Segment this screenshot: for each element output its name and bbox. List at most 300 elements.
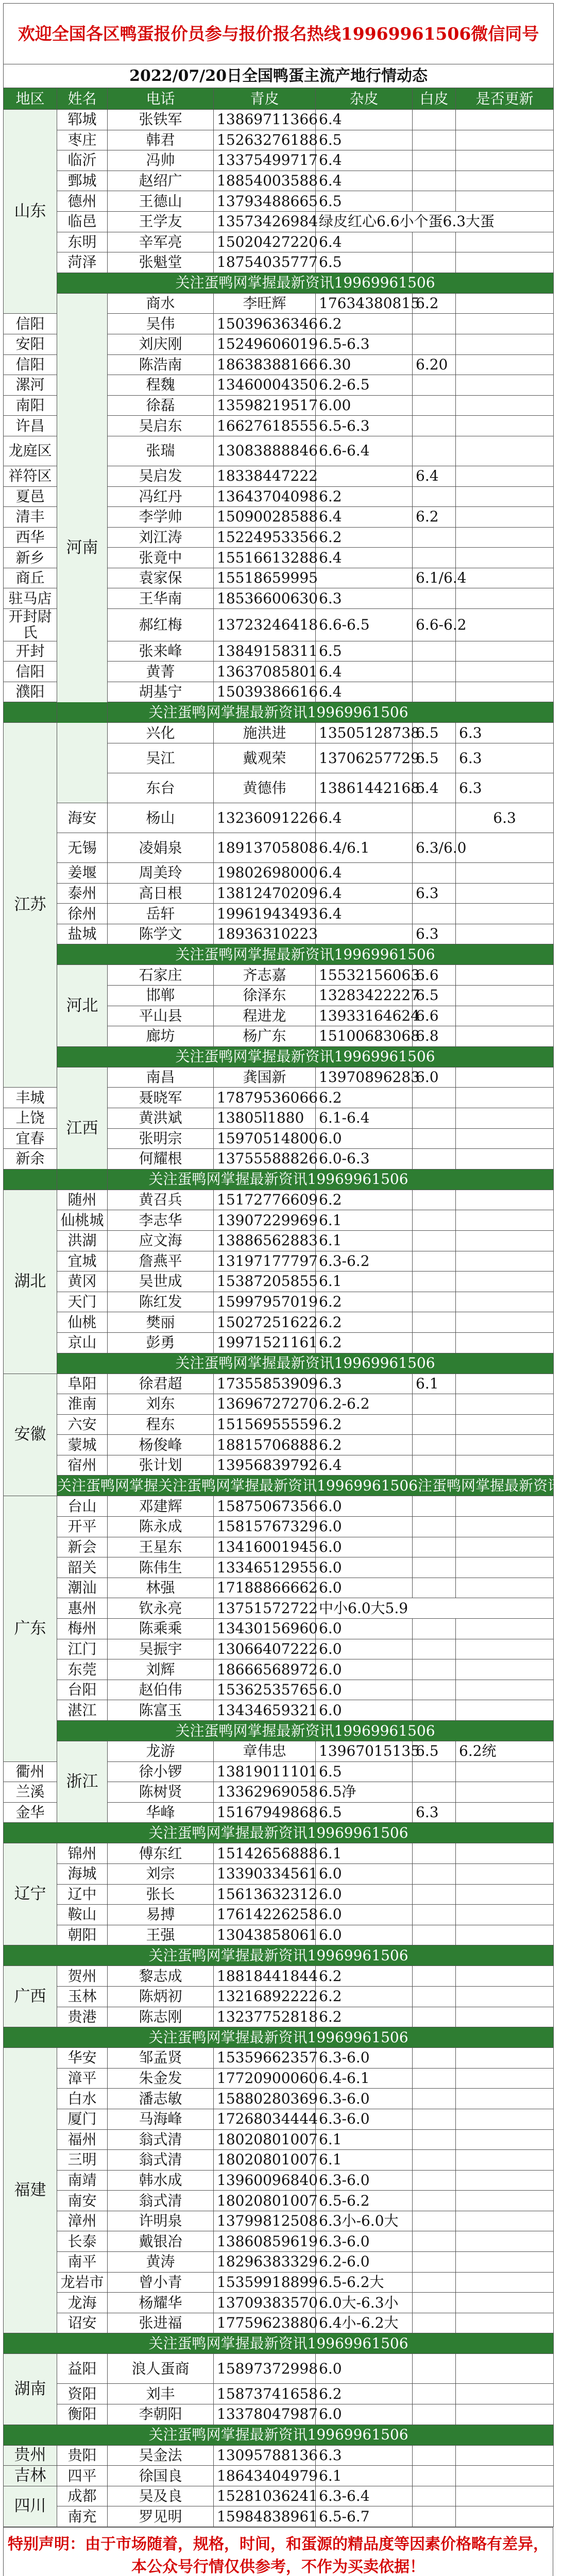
green-shell-price: 6.2	[316, 1332, 413, 1353]
col-header-phone: 电话	[108, 88, 214, 110]
white-shell-price	[456, 1802, 554, 1823]
name-cell: 王德山	[108, 191, 214, 212]
table-row	[4, 211, 554, 232]
city-cell: 漳州	[57, 2211, 108, 2231]
mixed-shell-price	[413, 2445, 456, 2466]
mixed-shell-price	[413, 1517, 456, 1537]
phone-cell: 13043858061	[214, 1925, 316, 1945]
name-cell: 陈乘乘	[108, 1619, 214, 1639]
mixed-shell-price	[413, 252, 456, 273]
name-cell: 潘志敏	[108, 2089, 214, 2109]
white-shell-price	[456, 1659, 554, 1680]
date-line: 2022/07/20日全国鸭蛋主流产地行情动态	[4, 64, 554, 88]
phone-cell: 17355853909	[214, 1374, 316, 1394]
name-cell: 杨耀华	[108, 2293, 214, 2313]
table-row	[4, 1741, 554, 1762]
city-cell: 德州	[57, 191, 108, 212]
table-row	[4, 171, 554, 191]
name-cell: 詹燕平	[108, 1251, 214, 1272]
white-shell-price	[456, 2170, 554, 2191]
white-shell-price	[456, 1455, 554, 1476]
name-cell: 陈永成	[108, 1517, 214, 1537]
mixed-shell-price: 6.3	[456, 723, 554, 743]
name-cell: 张明宗	[108, 1128, 214, 1149]
name-cell: 李旺辉	[214, 293, 316, 314]
mixed-shell-price	[413, 2007, 456, 2027]
white-shell-price	[456, 191, 554, 212]
phone-cell: 15167949868	[214, 1802, 316, 1823]
green-shell-price: 6.4	[316, 548, 413, 568]
phone-cell: 17759623880	[214, 2313, 316, 2333]
name-cell: 翁式清	[108, 2150, 214, 2171]
white-shell-price	[456, 1272, 554, 1292]
table-row	[4, 1598, 554, 1619]
city-cell: 西华	[4, 527, 57, 548]
mixed-shell-price	[413, 2231, 456, 2252]
name-cell: 刘丰	[108, 2384, 214, 2404]
city-cell: 宿州	[57, 1455, 108, 1476]
name-cell: 齐志嘉	[214, 965, 316, 986]
table-row	[4, 1680, 554, 1700]
city-cell: 驻马店	[4, 588, 57, 609]
region-cell: 吉林	[4, 2466, 57, 2486]
city-cell: 蒙城	[57, 1435, 108, 1455]
phone-cell: 15997957019	[214, 1292, 316, 1312]
green-shell-price: 6.3-6.0	[316, 2109, 413, 2129]
green-shell-price	[316, 924, 413, 944]
name-cell: 傅东红	[108, 1843, 214, 1864]
green-shell-price: 6.6-6.4	[316, 436, 413, 466]
mixed-shell-price	[413, 1884, 456, 1905]
table-row	[4, 130, 554, 150]
region-cell: 河北	[57, 965, 108, 1046]
name-cell: 李朝阳	[108, 2404, 214, 2425]
name-cell: 刘辉	[108, 1659, 214, 1680]
table-row	[4, 232, 554, 252]
white-shell-price	[456, 1108, 554, 1128]
mixed-shell-price	[413, 2191, 456, 2211]
name-cell: 袁家保	[108, 568, 214, 588]
white-shell-price	[456, 2191, 554, 2211]
phone-cell: 13861442168	[316, 773, 413, 803]
phone-cell: 15387205855	[214, 1272, 316, 1292]
phone-cell: 18913705808	[214, 833, 316, 863]
white-shell-price	[456, 609, 554, 641]
green-shell-price: 6.2	[316, 2007, 413, 2027]
green-shell-price: 6.4	[316, 803, 413, 833]
city-cell: 宜春	[4, 1128, 57, 1149]
mixed-shell-price	[413, 2506, 456, 2527]
price-table	[3, 3, 554, 2527]
ad-banner-row	[4, 1046, 554, 1067]
footer-disclaimer: 特别声明：由于市场随着，规格，时间，和蛋源的精品度等因素价格略有差异，本公众号行情仅供参考，不作为买卖依据！	[4, 2528, 553, 2576]
table-row	[4, 1312, 554, 1333]
name-cell: 吴伟	[108, 314, 214, 334]
white-shell-price	[456, 2211, 554, 2231]
ad-banner-row	[4, 273, 554, 293]
city-cell: 菏泽	[57, 252, 108, 273]
name-cell: 朱金发	[108, 2068, 214, 2089]
ad-banner-text: 关注蛋鸭网掌握最新资讯19969961506	[4, 1169, 554, 1190]
table-row	[4, 2252, 554, 2273]
ad-banner-text: 关注蛋鸭网掌握最新资讯19969961506	[57, 944, 554, 965]
phone-cell: 18666568972	[214, 1659, 316, 1680]
green-shell-price: 6.0	[316, 1680, 413, 1700]
phone-cell: 13960096840	[214, 2170, 316, 2191]
city-cell: 南阳	[4, 395, 57, 416]
green-shell-price: 6.5	[413, 743, 456, 773]
table-row	[4, 2068, 554, 2089]
city-cell: 韶关	[57, 1557, 108, 1578]
white-shell-price	[456, 354, 554, 375]
city-cell: 徐州	[57, 904, 108, 924]
white-shell-price	[456, 2252, 554, 2273]
green-shell-price: 6.2-6.2	[316, 1394, 413, 1415]
phone-cell: 13216892222	[214, 1986, 316, 2007]
table-row	[4, 2129, 554, 2150]
city-cell: 诏安	[57, 2313, 108, 2333]
name-cell: 程进龙	[214, 1006, 316, 1026]
city-cell: 新会	[57, 1537, 108, 1557]
city-cell: 祥符区	[4, 466, 57, 486]
city-cell: 信阳	[4, 314, 57, 334]
white-shell-price	[456, 641, 554, 662]
city-cell: 南昌	[108, 1067, 214, 1088]
city-cell: 鄄城	[57, 171, 108, 191]
white-shell-price	[456, 1986, 554, 2007]
table-row	[4, 1394, 554, 1415]
mixed-shell-price: 6.4	[413, 466, 456, 486]
phone-cell: 18638388166	[214, 354, 316, 375]
green-shell-price: 6.2	[316, 1414, 413, 1435]
mixed-shell-price	[413, 1251, 456, 1272]
green-shell-price: 6.3-6.0	[316, 2048, 413, 2069]
phone-cell: 15263276188	[214, 130, 316, 150]
phone-cell: 13799812508	[214, 2211, 316, 2231]
green-shell-price: 6.1	[316, 1230, 413, 1251]
city-cell: 厦门	[57, 2109, 108, 2129]
name-cell: 戴观荣	[214, 743, 316, 773]
table-row	[4, 1578, 554, 1598]
green-shell-price: 6.0	[316, 1517, 413, 1537]
green-shell-price: 6.4	[316, 1455, 413, 1476]
green-shell-price: 6.4	[316, 507, 413, 528]
mixed-shell-price	[413, 2272, 456, 2293]
city-cell: 石家庄	[108, 965, 214, 986]
name-cell: 杨广东	[214, 1026, 316, 1047]
mixed-shell-price: 6.6-6.2	[413, 609, 456, 641]
phone-cell: 15156955559	[214, 1414, 316, 1435]
name-cell: 杨山	[108, 803, 214, 833]
mixed-shell-price	[413, 1863, 456, 1884]
mixed-shell-price	[413, 1149, 456, 1170]
table-row	[4, 2048, 554, 2069]
white-shell-price: 6.3	[456, 803, 554, 833]
table-row	[4, 2486, 554, 2506]
name-cell: 王强	[108, 1925, 214, 1945]
green-shell-price: 6.2-6.5	[316, 375, 413, 396]
phone-cell: 17188866662	[214, 1578, 316, 1598]
white-shell-price	[456, 1332, 554, 1353]
mixed-shell-price	[413, 1557, 456, 1578]
city-cell: 开平	[57, 1517, 108, 1537]
name-cell: 冯帅	[108, 150, 214, 171]
name-cell: 张长	[108, 1884, 214, 1905]
table-row	[4, 1843, 554, 1864]
name-cell: 陈伟生	[108, 1557, 214, 1578]
table-row	[4, 2231, 554, 2252]
city-cell: 龙海	[57, 2293, 108, 2313]
mixed-shell-price	[413, 1414, 456, 1435]
mixed-shell-price	[413, 334, 456, 354]
white-shell-price	[456, 2384, 554, 2404]
phone-cell: 15897372998	[214, 2354, 316, 2384]
mixed-shell-price: 6.1	[413, 1374, 456, 1394]
white-shell-price	[456, 252, 554, 273]
white-shell-price	[456, 2272, 554, 2293]
phone-cell: 18643404979	[214, 2466, 316, 2486]
table-row	[4, 1986, 554, 2007]
table-row	[4, 1374, 554, 1394]
mixed-shell-price: 6.3	[413, 924, 456, 944]
white-shell-price	[456, 1517, 554, 1537]
white-shell-price	[456, 466, 554, 486]
name-cell: 龚国新	[214, 1067, 316, 1088]
name-cell: 吴金法	[108, 2445, 214, 2466]
phone-cell: 13886562883	[214, 1230, 316, 1251]
table-row	[4, 1210, 554, 1231]
phone-cell: 17634380815	[316, 293, 413, 314]
name-cell: 马海峰	[108, 2109, 214, 2129]
city-cell: 丰城	[4, 1088, 57, 1108]
white-shell-price	[456, 833, 554, 863]
white-shell-price	[456, 1496, 554, 1517]
white-shell-price	[456, 2129, 554, 2150]
mixed-shell-price	[413, 1986, 456, 2007]
phone-cell: 18936310223	[214, 924, 316, 944]
green-shell-price: 6.5	[413, 723, 456, 743]
phone-cell: 15172776609	[214, 1190, 316, 1210]
name-cell: 邹孟贤	[108, 2048, 214, 2069]
mixed-shell-price	[413, 1128, 456, 1149]
green-shell-price: 6.4	[316, 662, 413, 682]
green-shell-price: 6.6-6.5	[316, 609, 413, 641]
city-cell: 信阳	[4, 354, 57, 375]
phone-cell: 13066407222	[214, 1639, 316, 1659]
table-row	[4, 2506, 554, 2527]
green-shell-price: 6.0	[316, 1557, 413, 1578]
table-row	[4, 2293, 554, 2313]
ad-banner-text: 关注蛋鸭网掌握最新资讯19969961506	[4, 2027, 554, 2048]
ad-banner-text: 关注蛋鸭网掌握最新资讯19969961506	[4, 2333, 554, 2354]
white-shell-price	[456, 2313, 554, 2333]
name-cell: 张来峰	[108, 641, 214, 662]
region-cell: 江苏	[4, 723, 57, 1088]
phone-cell: 13637085801	[214, 662, 316, 682]
name-cell: 徐君超	[108, 1374, 214, 1394]
white-shell-price	[456, 130, 554, 150]
city-cell: 清丰	[4, 507, 57, 528]
name-cell: 戴银冶	[108, 2231, 214, 2252]
green-shell-price: 6.3	[316, 588, 413, 609]
mixed-shell-price	[413, 863, 456, 884]
white-shell-price	[456, 548, 554, 568]
name-cell: 吴及良	[108, 2486, 214, 2506]
green-shell-price: 6.0	[316, 2404, 413, 2425]
green-shell-price: 6.4	[316, 863, 413, 884]
phone-cell: 13869711366	[214, 110, 316, 130]
white-shell-price	[456, 2404, 554, 2425]
city-cell: 金华	[4, 1802, 57, 1823]
green-shell-price: 6.4	[413, 773, 456, 803]
table-row	[4, 2272, 554, 2293]
ad-banner-text: 关注蛋鸭网掌握关注蛋鸭网掌握最新资讯19969961506注蛋鸭网掌握最新资讯	[57, 1476, 554, 1496]
table-row	[4, 2211, 554, 2231]
table-row	[4, 1537, 554, 1557]
white-shell-price	[456, 1230, 554, 1251]
phone-cell: 13460004350	[214, 375, 316, 396]
phone-cell: 17614226258	[214, 1905, 316, 1925]
table-row	[4, 1332, 554, 1353]
phone-cell: 18854003588	[214, 171, 316, 191]
city-cell: 阜阳	[57, 1374, 108, 1394]
mixed-shell-price	[413, 1435, 456, 1455]
white-shell-price	[456, 1578, 554, 1598]
ad-banner-text: 关注蛋鸭网掌握最新资讯19969961506	[4, 2425, 554, 2445]
green-shell-price: 6.0	[316, 1578, 413, 1598]
city-cell: 无锡	[57, 833, 108, 863]
white-shell-price	[456, 314, 554, 334]
green-shell-price: 6.4	[316, 150, 413, 171]
phone-cell: 13237752818	[214, 2007, 316, 2027]
table-row	[4, 2007, 554, 2027]
mixed-shell-price	[413, 2089, 456, 2109]
name-cell: 陈志刚	[108, 2007, 214, 2027]
city-cell: 六安	[57, 1414, 108, 1435]
city-cell: 信阳	[4, 662, 57, 682]
city-cell: 濮阳	[4, 682, 57, 702]
white-shell-price	[456, 1639, 554, 1659]
footer-row	[4, 2528, 553, 2576]
green-shell-price: 6.1	[316, 2466, 413, 2486]
green-shell-price: 6.0	[316, 1925, 413, 1945]
green-shell-price: 6.4	[316, 171, 413, 191]
phone-cell: 15359918899	[214, 2272, 316, 2293]
table-row	[4, 1925, 554, 1945]
green-shell-price: 6.2-6.0	[316, 2252, 413, 2273]
green-shell-price: 6.5	[413, 1741, 456, 1762]
mixed-shell-price	[413, 1455, 456, 1476]
phone-cell: 18020801007	[214, 2191, 316, 2211]
city-cell: 枣庄	[57, 130, 108, 150]
mixed-shell-price	[413, 1088, 456, 1108]
city-cell: 泰州	[57, 883, 108, 904]
green-shell-price: 6.2	[316, 1088, 413, 1108]
mixed-shell-price	[413, 2384, 456, 2404]
green-shell-price: 6.2	[316, 486, 413, 507]
city-cell: 南安	[57, 2191, 108, 2211]
city-cell: 贵阳	[57, 2445, 108, 2466]
name-cell: 郝红梅	[108, 609, 214, 641]
mixed-shell-price	[413, 904, 456, 924]
table-row	[4, 2313, 554, 2333]
white-shell-price	[456, 150, 554, 171]
mixed-shell-price	[413, 2404, 456, 2425]
green-shell-price: 6.0-6.3	[316, 1149, 413, 1170]
name-cell: 程东	[108, 1414, 214, 1435]
name-cell: 张计划	[108, 1455, 214, 1476]
phone-cell: 15224953356	[214, 527, 316, 548]
phone-cell: 13812470209	[214, 883, 316, 904]
mixed-shell-price: 6.20	[413, 354, 456, 375]
phone-cell: 13709383570	[214, 2293, 316, 2313]
table-row	[4, 2466, 554, 2486]
mixed-shell-price	[413, 588, 456, 609]
city-cell: 台山	[57, 1496, 108, 1517]
city-cell: 淮南	[57, 1394, 108, 1415]
phone-cell: 13860859619	[214, 2231, 316, 2252]
green-shell-price: 6.5-6.7	[316, 2506, 413, 2527]
city-cell: 盐城	[57, 924, 108, 944]
green-shell-price: 6.2	[316, 1966, 413, 1987]
city-cell: 成都	[57, 2486, 108, 2506]
mixed-shell-price	[413, 1210, 456, 1231]
green-shell-price: 6.5	[316, 1761, 413, 1782]
mixed-shell-price	[413, 527, 456, 548]
mixed-shell-price	[413, 803, 456, 833]
white-shell-price	[456, 1394, 554, 1415]
white-shell-price	[456, 1414, 554, 1435]
name-cell: 杨俊峰	[108, 1435, 214, 1455]
mixed-shell-price	[456, 1026, 554, 1047]
city-cell: 新余	[4, 1149, 57, 1170]
green-shell-price: 6.5	[316, 1802, 413, 1823]
phone-cell: 13375499717	[214, 150, 316, 171]
white-shell-price	[456, 375, 554, 396]
name-cell: 赵伯伟	[108, 1680, 214, 1700]
city-cell: 姜堰	[57, 863, 108, 884]
mixed-shell-price	[456, 986, 554, 1006]
ad-banner-row	[4, 1169, 554, 1190]
green-shell-price: 6.5	[316, 191, 413, 212]
phone-cell: 15090028588	[214, 507, 316, 528]
white-shell-price	[456, 2486, 554, 2506]
phone-cell: 18818441844	[214, 1966, 316, 1987]
name-cell: 聂晓军	[108, 1088, 214, 1108]
name-cell: 彭勇	[108, 1332, 214, 1353]
city-cell: 开封尉氏	[4, 609, 57, 641]
ad-banner-row	[4, 2027, 554, 2048]
name-cell: 陈富玉	[108, 1700, 214, 1721]
city-cell: 龙游	[108, 1741, 214, 1762]
city-cell: 郓城	[57, 110, 108, 130]
green-shell-price: 6.5	[316, 252, 413, 273]
city-cell: 贵港	[57, 2007, 108, 2027]
ad-banner-row	[4, 1945, 554, 1966]
name-cell: 王学友	[108, 211, 214, 232]
city-cell: 资阳	[57, 2384, 108, 2404]
green-shell-price: 6.00	[316, 395, 413, 416]
mixed-shell-price	[413, 110, 456, 130]
green-shell-price: 6.1	[316, 1272, 413, 1292]
white-shell-price	[456, 682, 554, 702]
phone-cell: 15039386616	[214, 682, 316, 702]
white-shell-price	[456, 436, 554, 466]
name-cell: 林强	[108, 1578, 214, 1598]
mixed-shell-price	[413, 1680, 456, 1700]
mixed-shell-price	[413, 1272, 456, 1292]
table-row	[4, 1230, 554, 1251]
